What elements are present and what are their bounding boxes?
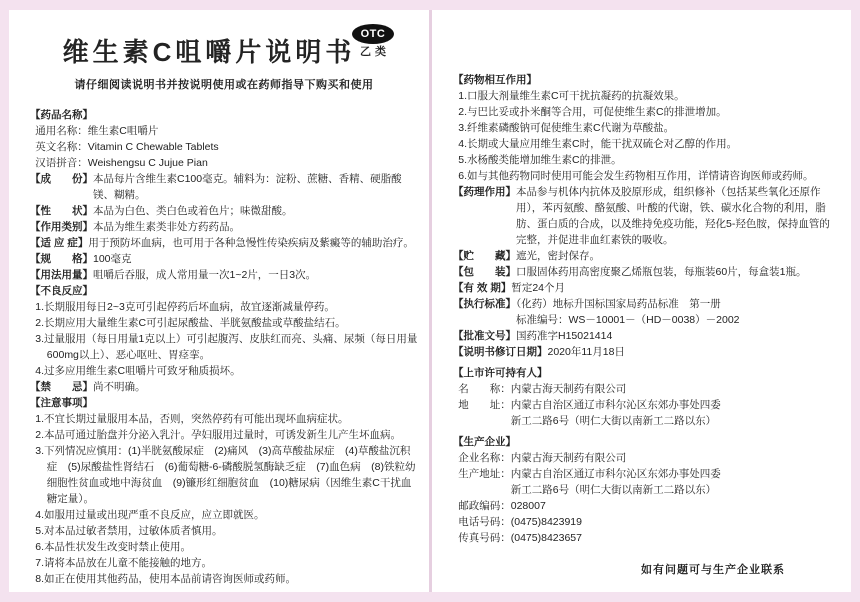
- section-heading: 【规 格】: [30, 253, 93, 265]
- section-line: 5.对本品过敏者禁用，过敏体质者慎用。: [35, 525, 223, 537]
- section-text: 口服固体药用高密度聚乙烯瓶包装，每瓶装60片，每盒装1瓶。: [516, 266, 807, 278]
- section-heading: 【禁 忌】: [30, 381, 93, 393]
- section-line: 英文名称：Vitamin C Chewable Tablets: [35, 141, 219, 153]
- leaflet-header: [30, 10, 418, 92]
- section-lines: [30, 299, 418, 379]
- page-subtitle: 请仔细阅读说明书并按说明使用或在药师指导下购买和使用: [74, 79, 374, 91]
- section-line: 6.如与其他药物同时使用可能会发生药物相互作用，详情请咨询医师或药师。: [458, 170, 814, 182]
- section: [453, 184, 835, 248]
- section: [30, 283, 418, 379]
- section-line: 4.过多应用维生素C咀嚼片可致牙釉质损坏。: [35, 365, 241, 377]
- section-lines: [453, 450, 835, 546]
- section: [453, 328, 835, 344]
- otc-class-label: 乙类: [360, 46, 390, 58]
- section-line: 传真号码：(0475)8423657: [458, 532, 582, 544]
- section-heading: 【作用类别】: [30, 221, 93, 233]
- section-heading: 【用法用量】: [30, 269, 93, 281]
- section-heading: 【药理作用】: [453, 186, 516, 198]
- section-heading: 【性 状】: [30, 205, 93, 217]
- section-line: 8.如正在使用其他药品，使用本品前请咨询医师或药师。: [35, 573, 297, 585]
- section-heading: 【适 应 症】: [30, 237, 89, 249]
- section-line: 汉语拼音：Weishengsu C Jujue Pian: [35, 157, 208, 169]
- section: [30, 107, 418, 171]
- section-heading: 【贮 藏】: [453, 250, 516, 262]
- section-lines: [453, 88, 835, 184]
- section-line: 3.纤维素磷酸钠可促使维生素C代谢为草酸盐。: [458, 122, 675, 134]
- section-line: 5.水杨酸类能增加维生素C的排泄。: [458, 154, 622, 166]
- section-line: 7.请将本品放在儿童不能接触的地方。: [35, 557, 213, 569]
- section-line: 名 称：内蒙古海天制药有限公司: [458, 383, 627, 395]
- section: [453, 248, 835, 264]
- section-heading: 【注意事项】: [30, 397, 93, 409]
- section-text: 2020年11月18日: [547, 346, 625, 358]
- section-heading: 【执行标准】: [453, 298, 516, 310]
- section-line: 2.与巴比妥或扑米酮等合用，可促使维生素C的排泄增加。: [458, 106, 727, 118]
- section: [453, 434, 835, 546]
- section: [453, 344, 835, 360]
- section-line: 通用名称：维生素C咀嚼片: [35, 125, 159, 137]
- section-line: 1.口服大剂量维生素C可干扰抗凝药的抗凝效果。: [458, 90, 685, 102]
- section-line: 邮政编码：028007: [458, 500, 546, 512]
- section-text: 本品每片含维生素C100毫克。辅料为：淀粉、蔗糖、香精、硬脂酸镁、糊精。: [93, 173, 402, 201]
- section-text: 咀嚼后吞服，成人常用量一次1~2片，一日3次。: [93, 269, 317, 281]
- section-line: 1.长期服用每日2~3克可引起停药后坏血病，故宜逐渐减量停药。: [35, 301, 335, 313]
- footer-note: 如有问题可与生产企业联系: [641, 564, 785, 576]
- section-line: 4.如服用过量或出现严重不良反应，应立即就医。: [35, 509, 265, 521]
- section-line: 2.本品可通过胎盘并分泌入乳汁。孕妇服用过量时，可诱发新生儿产生坏血病。: [35, 429, 402, 441]
- section: [453, 280, 835, 296]
- section-line: 6.本品性状发生改变时禁止使用。: [35, 541, 192, 553]
- section-lines: [453, 312, 835, 328]
- column-divider-line: [429, 10, 432, 592]
- section-heading: 【上市许可持有人】: [453, 367, 548, 379]
- section-line: 1.不宜长期过量服用本品，否则，突然停药有可能出现坏血病症状。: [35, 413, 349, 425]
- section-heading: 【有 效 期】: [453, 282, 512, 294]
- section-line: 新工二路6号（明仁大街以南新工二路以东）: [458, 415, 717, 427]
- section-heading: 【药物相互作用】: [453, 74, 537, 86]
- section-heading: 【包 装】: [453, 266, 516, 278]
- section-lines: [30, 411, 418, 587]
- otc-badge: [352, 24, 394, 58]
- section-text: 国药准字H15021414: [516, 330, 613, 342]
- section: [30, 251, 418, 267]
- section-text: 本品参与机体内抗体及胶原形成，组织修补（包括某些氧化还原作用），苯丙氨酸、酪氨酸、叶酸的代谢，铁、碳水化合物的利用，脂肪、蛋白质的合成，以及维持免疫功能，羟化5-羟色胺，保持血管的完整，并促进非血红素铁的吸收。: [516, 186, 830, 246]
- section: [30, 267, 418, 283]
- left-sections: [30, 107, 418, 587]
- section-line: 地 址：内蒙古自治区通辽市科尔沁区东郊办事处四委: [458, 399, 721, 411]
- section-line: 2.长期应用大量维生素C可引起尿酸盐、半胱氨酸盐或草酸盐结石。: [35, 317, 346, 329]
- section-heading: 【生产企业】: [453, 436, 516, 448]
- section-text: 100毫克: [93, 253, 132, 265]
- section: [30, 379, 418, 395]
- left-column: [30, 10, 418, 592]
- section: [30, 235, 418, 251]
- section-text: 暂定24个月: [511, 282, 566, 294]
- section-line: 生产地址：内蒙古自治区通辽市科尔沁区东郊办事处四委: [458, 468, 721, 480]
- section-heading: 【不良反应】: [30, 285, 93, 297]
- section-text: 本品为白色、类白色或着色片；味微甜酸。: [93, 205, 293, 217]
- page-title: 维生素C咀嚼片说明书: [62, 37, 356, 67]
- section-text: 用于预防坏血病，也可用于各种急慢性传染疾病及紫癜等的辅助治疗。: [88, 237, 414, 249]
- section-line: 标准编号：WS－10001－（HD－0038）－2002: [516, 314, 740, 326]
- section-line: 企业名称：内蒙古海天制药有限公司: [458, 452, 627, 464]
- section: [453, 365, 835, 429]
- leaflet-page: [9, 10, 851, 592]
- section-line: 4.长期或大量应用维生素C时，能干扰双硫仑对乙醇的作用。: [458, 138, 738, 150]
- section-heading: 【说明书修订日期】: [453, 346, 548, 358]
- section: [30, 219, 418, 235]
- section-text: 遮光，密封保存。: [516, 250, 600, 262]
- section-line: 3.下列情况应慎用：(1)半胱氨酸尿症 (2)痛风 (3)高草酸盐尿症 (4)草酸盐沉积症 (5)尿酸盐性肾结石 (6)葡萄糖-6-磷酸脱氢酶缺乏症 (7)血色病 (8)铁粒幼细胞性贫血或地中海贫血 (9)镰形红细胞贫血 (10)糖尿病（因维生素C干扰血糖定量）。: [35, 445, 416, 505]
- section-line: 3.过量服用（每日用量1克以上）可引起腹泻、皮肤红而亮、头痛、尿频（每日用量600mg以上）、恶心呕吐、胃痉挛。: [35, 333, 418, 361]
- section-lines: [30, 123, 418, 171]
- right-column: [453, 10, 835, 592]
- section: [453, 296, 835, 328]
- section-text: 本品为维生素类非处方药药品。: [93, 221, 240, 233]
- section-heading: 【成 份】: [30, 173, 93, 185]
- section: [30, 171, 418, 203]
- section-text: （化药）地标升国标国家局药品标准 第一册: [516, 298, 721, 310]
- section: [453, 264, 835, 280]
- section-heading: 【批准文号】: [453, 330, 516, 342]
- section-text: 尚不明确。: [93, 381, 146, 393]
- section-line: 电话号码：(0475)8423919: [458, 516, 582, 528]
- section-lines: [453, 381, 835, 429]
- section-line: 新工二路6号（明仁大街以南新工二路以东）: [458, 484, 717, 496]
- section: [30, 203, 418, 219]
- section: [453, 72, 835, 184]
- section-heading: 【药品名称】: [30, 109, 93, 121]
- right-sections: [453, 10, 835, 546]
- otc-icon: OTC: [352, 24, 394, 44]
- section: [30, 395, 418, 587]
